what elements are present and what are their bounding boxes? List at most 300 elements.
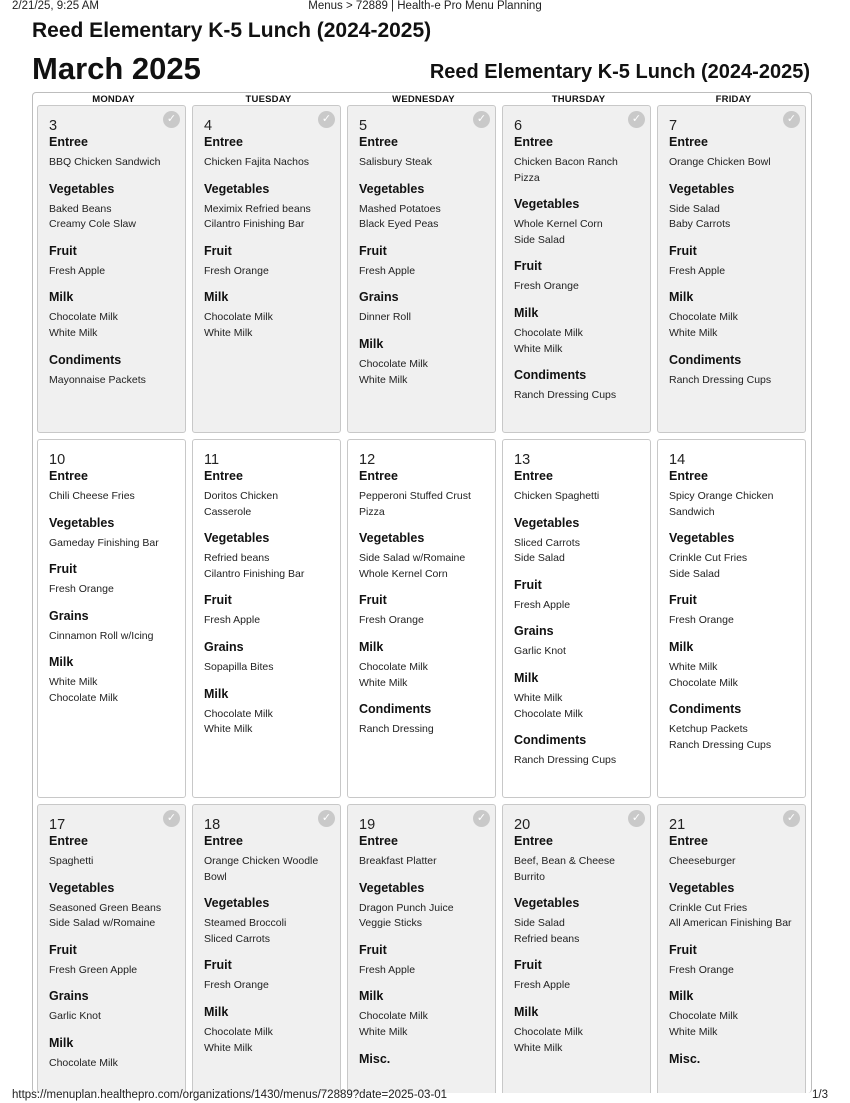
menu-item-list: [359, 1009, 484, 1040]
menu-category-label: Milk: [49, 1035, 74, 1050]
menu-item: White Milk: [359, 1025, 408, 1038]
menu-category-label: Condiments: [669, 352, 742, 367]
menu-category-label: Fruit: [514, 958, 542, 973]
day-card[interactable]: [37, 439, 186, 798]
menu-item: Fresh Orange: [49, 583, 114, 596]
menu-item: Fresh Apple: [359, 963, 416, 976]
day-date: 12: [359, 452, 376, 468]
menu-item: Fresh Orange: [669, 963, 734, 976]
menu-item: Sliced Carrots: [204, 932, 270, 945]
menu-category-label: Milk: [359, 639, 384, 654]
menu-category-label: Grains: [204, 639, 244, 654]
menu-category-label: Vegetables: [359, 880, 425, 895]
menu-item: Fresh Apple: [359, 264, 416, 277]
menu-category-label: Condiments: [359, 702, 432, 717]
menu-item: Meximix Refried beans: [204, 202, 311, 215]
menu-category-label: Entree: [514, 469, 553, 483]
menu-item: Chocolate Milk: [514, 707, 583, 720]
menu-category-label: Fruit: [359, 593, 387, 608]
day-card[interactable]: [192, 105, 341, 433]
menu-item-list: [204, 310, 329, 341]
menu-category-label: Fruit: [514, 259, 542, 274]
menu-item: White Milk: [204, 326, 253, 339]
menu-category-label: Milk: [204, 686, 229, 701]
menu-item: Sandwich: [669, 505, 715, 518]
menu-item: Chocolate Milk: [669, 676, 738, 689]
menu-item: Chocolate Milk: [204, 1025, 273, 1038]
menu-item: BBQ Chicken Sandwich: [49, 156, 161, 168]
menu-item-list: [514, 536, 639, 567]
menu-item: Side Salad: [514, 917, 565, 930]
menu-category-label: Milk: [49, 655, 74, 670]
menu-item: White Milk: [514, 691, 563, 704]
menu-item-list: [669, 722, 794, 753]
menu-item: Chocolate Milk: [669, 1010, 738, 1023]
menu-item: White Milk: [359, 676, 408, 689]
menu-item-list: [359, 901, 484, 932]
menu-category-label: Vegetables: [49, 515, 115, 530]
menu-item: White Milk: [49, 326, 98, 339]
menu-item-list: [49, 264, 174, 280]
menu-item-list: [514, 1025, 639, 1056]
menu-category-label: Misc.: [359, 1051, 391, 1066]
menu-item-list: [49, 489, 174, 505]
menu-category-label: Fruit: [669, 243, 697, 258]
menu-item-list: [514, 916, 639, 947]
menu-item-list: [359, 660, 484, 691]
menu-category-label: Grains: [514, 624, 554, 639]
menu-item: Gameday Finishing Bar: [49, 536, 159, 549]
menu-item-list: [49, 310, 174, 341]
menu-item: Orange Chicken Bowl: [669, 156, 771, 168]
menu-item-list: [669, 1009, 794, 1040]
menu-item: Chicken Spaghetti: [514, 490, 600, 502]
menu-category-label: Vegetables: [514, 896, 580, 911]
menu-item: Whole Kernel Corn: [514, 218, 603, 231]
menu-item-list: [669, 551, 794, 582]
menu-item-list: [49, 202, 174, 233]
weekday-header: TUESDAY: [245, 94, 292, 105]
day-date: 20: [514, 817, 531, 833]
menu-category-label: Vegetables: [204, 896, 270, 911]
day-date: 4: [204, 118, 213, 134]
print-url: https://menuplan.healthepro.com/organizations/1430/menus/72889?date=2025-03-01: [12, 1089, 448, 1101]
menu-item: Dinner Roll: [359, 311, 411, 324]
print-footer: [0, 1089, 850, 1103]
menu-item-list: [514, 598, 639, 614]
menu-item-list: [49, 536, 174, 552]
week-row: [37, 439, 806, 798]
day-date: 3: [49, 118, 58, 134]
menu-category-label: Vegetables: [49, 880, 115, 895]
menu-category-label: Condiments: [49, 352, 122, 367]
menu-item: Chocolate Milk: [669, 311, 738, 324]
menu-item: Crinkle Cut Fries: [669, 552, 748, 565]
menu-item: Orange Chicken Woodle: [204, 855, 319, 867]
menu-item: Dragon Punch Juice: [359, 901, 454, 914]
menu-item-list: [359, 613, 484, 629]
menu-item-list: [204, 854, 329, 885]
day-card[interactable]: [347, 804, 496, 1093]
menu-item-list: [514, 691, 639, 722]
weekday-header: MONDAY: [92, 94, 135, 105]
menu-category-label: Entree: [359, 469, 398, 483]
menu-category-label: Milk: [204, 1004, 229, 1019]
menu-item: Side Salad: [514, 552, 565, 565]
check-circle-icon: ✓: [163, 111, 180, 128]
menu-category-label: Fruit: [49, 562, 77, 577]
menu-item: Fresh Apple: [514, 979, 571, 992]
menu-item: Fresh Apple: [669, 264, 726, 277]
menu-item: Crinkle Cut Fries: [669, 901, 748, 914]
menu-category-label: Grains: [49, 608, 89, 623]
menu-category-label: Entree: [514, 135, 553, 149]
weekday-header-row: [33, 93, 811, 105]
menu-item-list: [359, 155, 484, 171]
menu-item: Fresh Green Apple: [49, 963, 138, 976]
print-page-number: 1/3: [812, 1089, 828, 1101]
menu-item-list: [204, 613, 329, 629]
menu-item-list: [204, 916, 329, 947]
menu-category-label: Entree: [49, 135, 88, 149]
menu-category-label: Vegetables: [514, 515, 580, 530]
menu-item: Side Salad w/Romaine: [359, 552, 466, 565]
menu-category-label: Vegetables: [669, 181, 735, 196]
menu-category-label: Milk: [359, 336, 384, 351]
menu-item: Side Salad: [514, 233, 565, 246]
menu-category-label: Fruit: [669, 942, 697, 957]
print-header: [0, 0, 850, 16]
menu-category-label: Entree: [359, 135, 398, 149]
menu-item: Chicken Fajita Nachos: [204, 156, 310, 168]
menu-category-label: Fruit: [359, 942, 387, 957]
menu-category-label: Entree: [669, 469, 708, 483]
menu-item: Garlic Knot: [514, 645, 566, 658]
day-card[interactable]: [192, 439, 341, 798]
menu-item: Bowl: [204, 870, 227, 883]
menu-item-list: [669, 155, 794, 171]
menu-item-list: [204, 202, 329, 233]
menu-item-list: [359, 722, 484, 738]
menu-category-label: Milk: [359, 989, 384, 1004]
menu-category-label: Milk: [204, 290, 229, 305]
menu-item: Whole Kernel Corn: [359, 567, 448, 580]
menu-category-label: Entree: [204, 469, 243, 483]
menu-item: Fresh Apple: [49, 264, 106, 277]
day-date: 10: [49, 452, 66, 468]
menu-category-label: Vegetables: [204, 181, 270, 196]
menu-item: Veggie Sticks: [359, 917, 423, 930]
day-card[interactable]: [502, 439, 651, 798]
menu-item-list: [669, 202, 794, 233]
menu-category-label: Condiments: [514, 733, 587, 748]
day-card[interactable]: [657, 804, 806, 1093]
menu-item-list: [514, 279, 639, 295]
menu-item: Salisbury Steak: [359, 156, 432, 168]
menu-item-list: [49, 155, 174, 171]
menu-category-label: Entree: [204, 135, 243, 149]
menu-category-label: Grains: [359, 290, 399, 305]
check-circle-icon: ✓: [473, 111, 490, 128]
menu-category-label: Fruit: [514, 577, 542, 592]
menu-item: Baby Carrots: [669, 218, 731, 231]
menu-item: Refried beans: [204, 552, 270, 565]
menu-category-label: Vegetables: [359, 181, 425, 196]
day-date: 21: [669, 817, 686, 833]
day-date: 7: [669, 118, 678, 134]
menu-category-label: Fruit: [204, 243, 232, 258]
check-circle-icon: ✓: [628, 111, 645, 128]
check-circle-icon: ✓: [318, 810, 335, 827]
menu-category-label: Milk: [669, 989, 694, 1004]
menu-category-label: Grains: [49, 989, 89, 1004]
menu-item: Ranch Dressing Cups: [669, 373, 772, 386]
menu-category-label: Milk: [669, 290, 694, 305]
menu-item-list: [514, 489, 639, 505]
menu-category-label: Vegetables: [49, 181, 115, 196]
menu-item-list: [49, 963, 174, 979]
day-card[interactable]: [347, 105, 496, 433]
menu-item: White Milk: [359, 373, 408, 386]
menu-item: Steamed Broccoli: [204, 917, 287, 930]
menu-category-label: Milk: [514, 305, 539, 320]
day-card[interactable]: [192, 804, 341, 1093]
menu-item: White Milk: [204, 1041, 253, 1054]
menu-item-list: [49, 1056, 174, 1072]
menu-item: Creamy Cole Slaw: [49, 218, 136, 231]
menu-item: Sopapilla Bites: [204, 660, 274, 673]
check-circle-icon: ✓: [163, 810, 180, 827]
check-circle-icon: ✓: [783, 111, 800, 128]
menu-item-list: [514, 388, 639, 404]
menu-category-label: Milk: [49, 290, 74, 305]
menu-item: Fresh Orange: [204, 264, 269, 277]
menu-item: Fresh Orange: [669, 614, 734, 627]
menu-item: Ranch Dressing: [359, 723, 434, 736]
menu-item: Burrito: [514, 870, 545, 883]
menu-category-label: Entree: [49, 834, 88, 848]
weekday-header: THURSDAY: [551, 94, 606, 105]
menu-item-list: [669, 613, 794, 629]
menu-item: White Milk: [514, 342, 563, 355]
menu-item: Chocolate Milk: [514, 1025, 583, 1038]
day-date: 18: [204, 817, 221, 833]
menu-item-list: [669, 264, 794, 280]
menu-item-list: [204, 1025, 329, 1056]
menu-item-list: [514, 978, 639, 994]
menu-item-list: [204, 551, 329, 582]
menu-item: Pepperoni Stuffed Crust: [359, 490, 471, 502]
menu-item-list: [514, 326, 639, 357]
day-date: 5: [359, 118, 368, 134]
menu-item: White Milk: [669, 326, 718, 339]
menu-item: Refried beans: [514, 932, 580, 945]
menu-item-list: [49, 629, 174, 645]
menu-item-list: [359, 357, 484, 388]
check-circle-icon: ✓: [628, 810, 645, 827]
menu-item: Cilantro Finishing Bar: [204, 218, 305, 231]
menu-category-label: Entree: [669, 135, 708, 149]
check-circle-icon: ✓: [473, 810, 490, 827]
menu-item: Seasoned Green Beans: [49, 901, 162, 914]
menu-item: Black Eyed Peas: [359, 218, 439, 231]
check-circle-icon: ✓: [318, 111, 335, 128]
menu-item: Casserole: [204, 505, 252, 518]
menu-item: Mashed Potatoes: [359, 202, 441, 215]
day-date: 6: [514, 118, 523, 134]
menu-category-label: Fruit: [49, 942, 77, 957]
menu-item: Side Salad: [669, 202, 720, 215]
menu-item-list: [669, 901, 794, 932]
month-title: March 2025: [32, 51, 201, 86]
menu-item-list: [204, 155, 329, 171]
menu-item: Side Salad w/Romaine: [49, 917, 156, 930]
menu-item: Cinnamon Roll w/Icing: [49, 629, 154, 642]
day-card[interactable]: [657, 439, 806, 798]
menu-category-label: Condiments: [514, 368, 587, 383]
day-card[interactable]: [502, 105, 651, 433]
menu-item: Pizza: [514, 171, 540, 184]
menu-category-label: Entree: [204, 834, 243, 848]
menu-item: Beef, Bean & Cheese: [514, 855, 615, 867]
menu-name: Reed Elementary K-5 Lunch (2024-2025): [429, 61, 810, 83]
check-circle-icon: ✓: [783, 810, 800, 827]
menu-item-list: [359, 264, 484, 280]
menu-item-list: [49, 901, 174, 932]
menu-item: Fresh Orange: [514, 280, 579, 293]
menu-item-list: [669, 660, 794, 691]
day-card[interactable]: [37, 105, 186, 433]
menu-item: Cilantro Finishing Bar: [204, 567, 305, 580]
menu-category-label: Fruit: [359, 243, 387, 258]
menu-item-list: [49, 1009, 174, 1025]
weekday-header: WEDNESDAY: [392, 94, 455, 105]
menu-category-label: Misc.: [669, 1051, 701, 1066]
print-page-title: Menus > 72889 | Health-e Pro Menu Planning: [308, 0, 542, 12]
calendar-weeks: [37, 105, 806, 1093]
menu-item-list: [204, 264, 329, 280]
menu-item: White Milk: [49, 676, 98, 689]
menu-item: Spicy Orange Chicken: [669, 490, 774, 502]
menu-category-label: Entree: [49, 469, 88, 483]
menu-category-label: Milk: [669, 639, 694, 654]
menu-item-list: [514, 753, 639, 769]
menu-item-list: [669, 854, 794, 870]
menu-item-list: [49, 854, 174, 870]
menu-item: Mayonnaise Packets: [49, 373, 146, 386]
menu-item-list: [204, 707, 329, 738]
menu-item: Chicken Bacon Ranch: [514, 156, 618, 168]
menu-category-label: Vegetables: [669, 880, 735, 895]
menu-item-list: [204, 978, 329, 994]
print-datetime: 2/21/25, 9:25 AM: [12, 0, 99, 12]
menu-category-label: Fruit: [49, 243, 77, 258]
menu-category-label: Vegetables: [204, 531, 270, 546]
menu-calendar: [32, 92, 812, 1093]
menu-category-label: Fruit: [204, 593, 232, 608]
menu-item: All American Finishing Bar: [669, 917, 792, 930]
menu-item: Chocolate Milk: [49, 311, 118, 324]
day-date: 14: [669, 452, 686, 468]
menu-item: White Milk: [204, 723, 253, 736]
menu-item-list: [514, 217, 639, 248]
menu-item-list: [514, 854, 639, 885]
menu-item: Side Salad: [669, 567, 720, 580]
menu-item-list: [204, 660, 329, 676]
menu-item-list: [49, 582, 174, 598]
menu-item-list: [49, 373, 174, 389]
menu-item: Ranch Dressing Cups: [669, 738, 772, 751]
menu-category-label: Entree: [669, 834, 708, 848]
menu-item-list: [669, 310, 794, 341]
menu-item: Spaghetti: [49, 855, 94, 867]
menu-category-label: Fruit: [204, 958, 232, 973]
day-card[interactable]: [37, 804, 186, 1093]
menu-item-list: [359, 854, 484, 870]
menu-category-label: Condiments: [669, 702, 742, 717]
menu-item: White Milk: [669, 1025, 718, 1038]
menu-item-list: [359, 551, 484, 582]
menu-category-label: Milk: [514, 670, 539, 685]
menu-item: Fresh Apple: [204, 614, 261, 627]
menu-item: Chocolate Milk: [359, 357, 428, 370]
menu-item: Cheeseburger: [669, 855, 736, 867]
menu-category-label: Vegetables: [669, 531, 735, 546]
menu-item: Pizza: [359, 505, 385, 518]
menu-item: Ranch Dressing Cups: [514, 754, 617, 767]
menu-item-list: [359, 963, 484, 979]
menu-item-list: [669, 373, 794, 389]
day-date: 17: [49, 817, 66, 833]
menu-item-list: [359, 489, 484, 520]
menu-item: Chocolate Milk: [49, 691, 118, 704]
document-title: Reed Elementary K-5 Lunch (2024-2025): [32, 19, 432, 42]
week-row: [37, 804, 806, 1093]
menu-item-list: [514, 155, 639, 186]
menu-item: Garlic Knot: [49, 1010, 101, 1023]
menu-item: Sliced Carrots: [514, 536, 580, 549]
menu-item: Fresh Apple: [514, 598, 571, 611]
menu-item-list: [669, 489, 794, 520]
day-card[interactable]: [657, 105, 806, 433]
menu-item: Ranch Dressing Cups: [514, 389, 617, 402]
menu-category-label: Vegetables: [514, 197, 580, 212]
day-card[interactable]: [347, 439, 496, 798]
day-date: 19: [359, 817, 376, 833]
menu-item: Chocolate Milk: [514, 326, 583, 339]
menu-category-label: Milk: [514, 1004, 539, 1019]
menu-item-list: [359, 202, 484, 233]
menu-item: Chocolate Milk: [359, 1010, 428, 1023]
day-date: 11: [204, 452, 220, 468]
menu-item: Chocolate Milk: [49, 1056, 118, 1069]
day-card[interactable]: [502, 804, 651, 1093]
menu-item: Chocolate Milk: [359, 660, 428, 673]
menu-item: Baked Beans: [49, 202, 112, 215]
menu-category-label: Entree: [514, 834, 553, 848]
menu-item-list: [669, 963, 794, 979]
menu-item: White Milk: [514, 1041, 563, 1054]
menu-item: Chocolate Milk: [204, 707, 273, 720]
menu-category-label: Fruit: [669, 593, 697, 608]
menu-item: Fresh Orange: [359, 614, 424, 627]
menu-item: Doritos Chicken: [204, 490, 279, 502]
menu-item: White Milk: [669, 660, 718, 673]
weekday-header: FRIDAY: [715, 94, 752, 105]
menu-item: Chili Cheese Fries: [49, 490, 135, 502]
menu-item-list: [204, 489, 329, 520]
menu-item-list: [514, 644, 639, 660]
